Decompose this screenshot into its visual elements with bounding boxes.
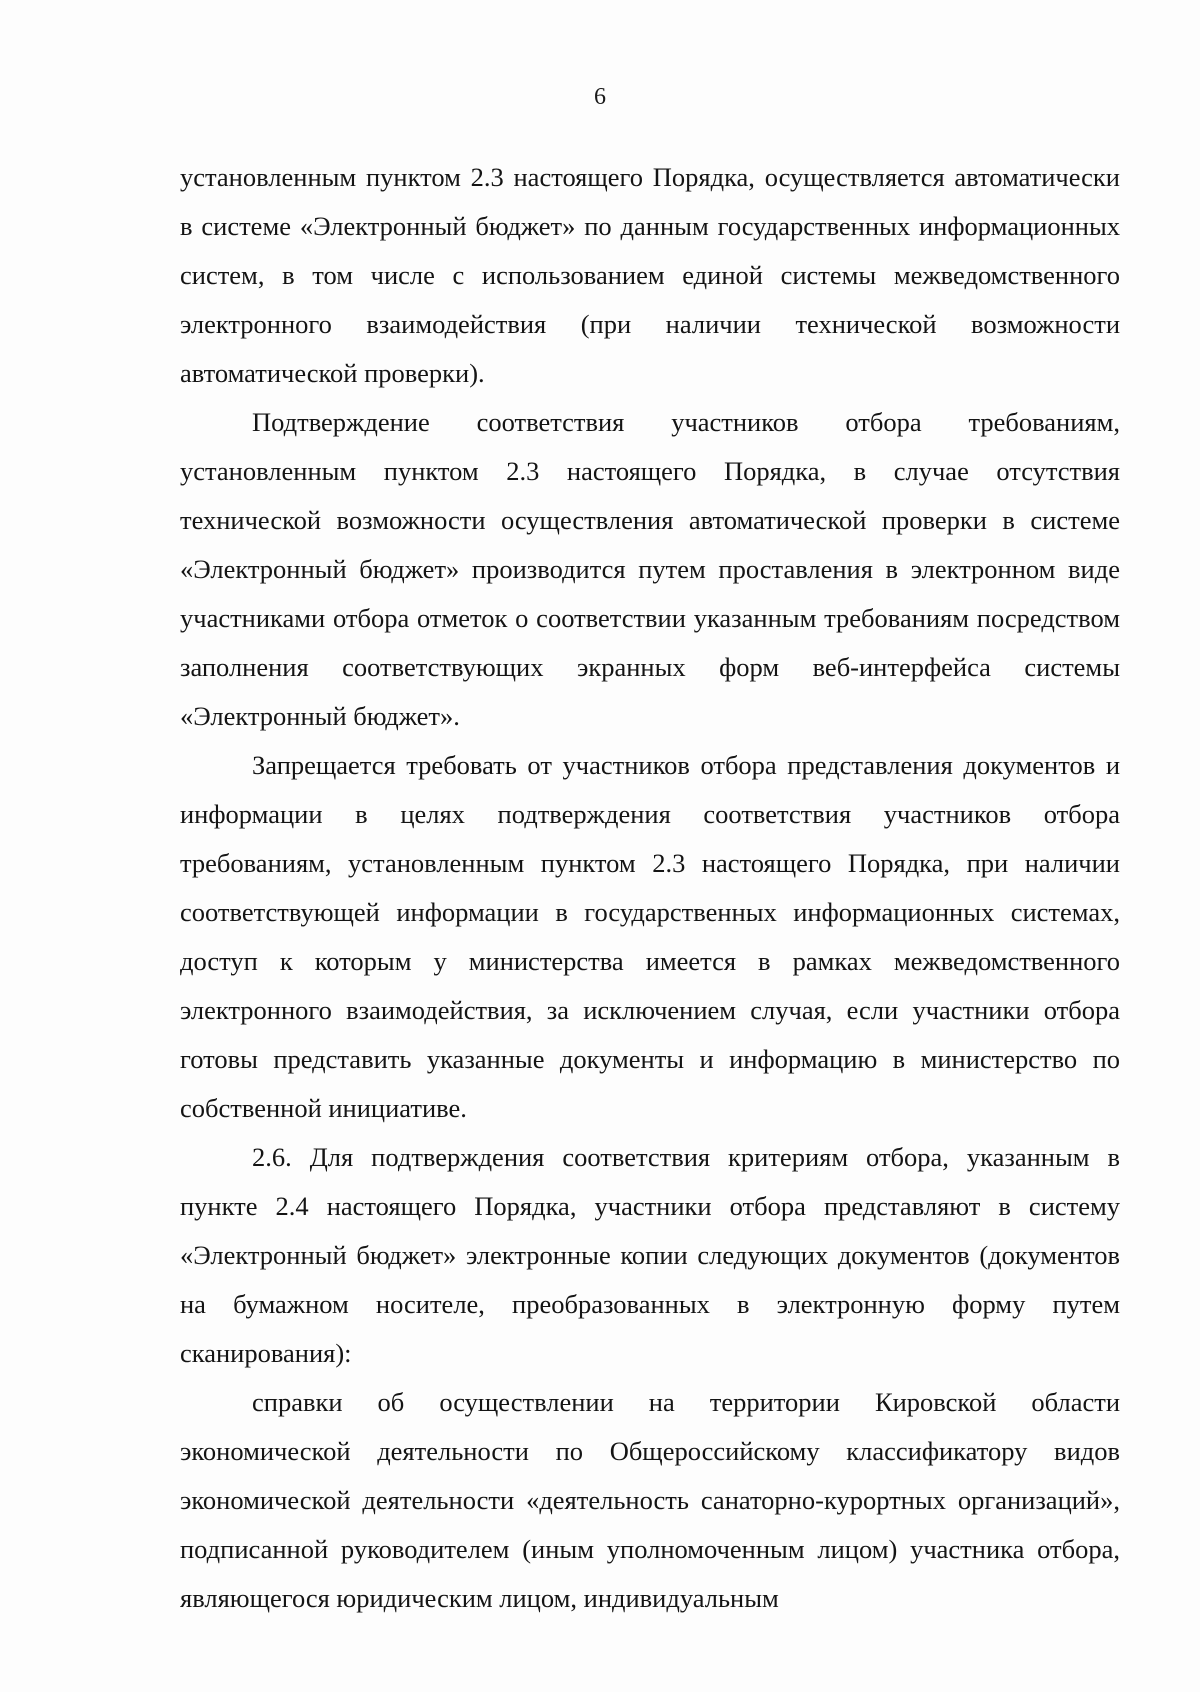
paragraph-section-2-6: 2.6. Для подтверждения соответствия критериям отбора, указанным в пункте 2.4 настоящего Порядка, участники отбора представляют в систему «Электронный бюджет» электронные копии следующих документов (документов на бумажном носителе, преобразованных в электронную форму путем сканирования): (180, 1142, 1120, 1368)
paragraph-compliance-confirmation: Подтверждение соответствия участников отбора требованиям, установленным пунктом 2.3 настоящего Порядка, в случае отсутствия технической возможности осуществления автоматической проверки в системе «Электронный бюджет» производится путем проставления в электронном виде участниками отбора отметок о соответствии указанным требованиям посредством заполнения соответствующих экранных форм веб-интерфейса системы «Электронный бюджет». (180, 407, 1120, 731)
page-number: 6 (594, 84, 606, 110)
paragraph-certificate: справки об осуществлении на территории Кировской области экономической деятельности по Общероссийскому классификатору видов экономической деятельности «деятельность санаторно-курортных организаций», подписанной руководителем (иным уполномоченным лицом) участника отбора, являющегося юридическим лицом, индивидуальным (180, 1387, 1120, 1613)
paragraph-prohibition: Запрещается требовать от участников отбора представления документов и информации в целях подтверждения соответствия участников отбора требованиям, установленным пунктом 2.3 настоящего Порядка, при наличии соответствующей информации в государственных информационных системах, доступ к которым у министерства имеется в рамках межведомственного электронного взаимодействия, за исключением случая, если участники отбора готовы представить указанные документы и информацию в министерство по собственной инициативе. (180, 750, 1120, 1123)
paragraph-automatic-check: установленным пунктом 2.3 настоящего Порядка, осуществляется автоматически в системе «Электронный бюджет» по данным государственных информационных систем, в том числе с использованием единой системы межведомственного электронного взаимодействия (при наличии технической возможности автоматической проверки). (180, 162, 1120, 388)
document-body (180, 153, 1120, 1623)
